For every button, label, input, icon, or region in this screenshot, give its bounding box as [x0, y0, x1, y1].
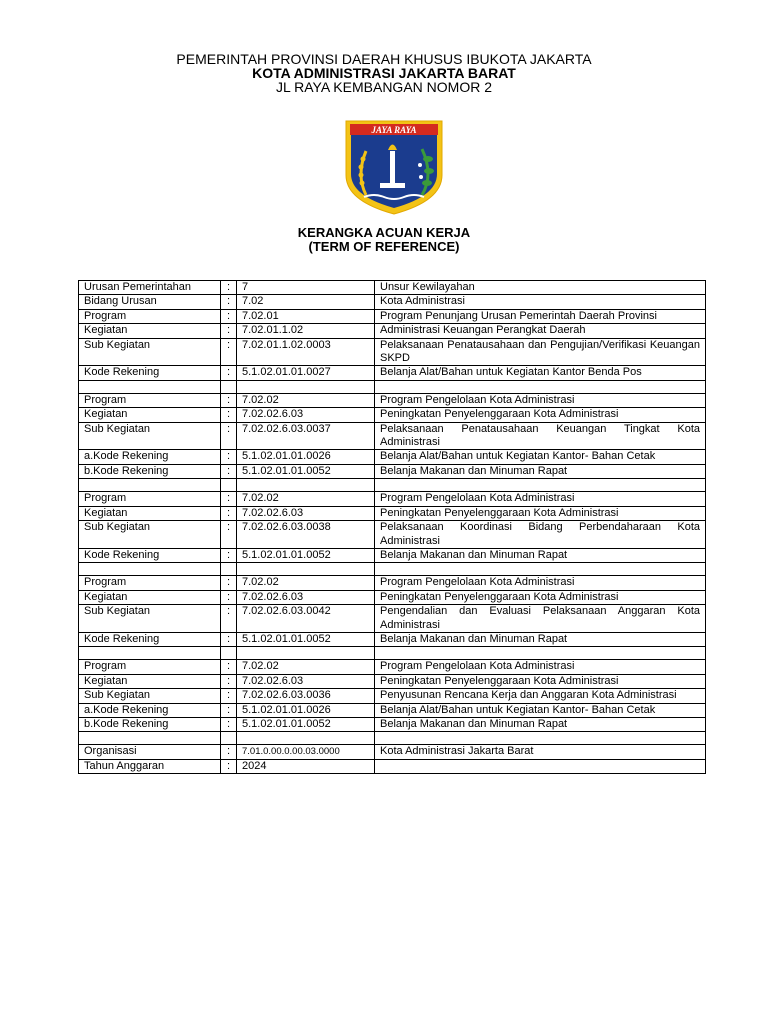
- row-colon: :: [221, 295, 237, 309]
- row-description: Belanja Makanan dan Minuman Rapat: [375, 717, 706, 731]
- row-code: [237, 647, 375, 660]
- table-row: [79, 703, 706, 717]
- row-label: Tahun Anggaran: [79, 759, 221, 773]
- row-code: 5.1.02.01.01.0026: [237, 703, 375, 717]
- row-colon: :: [221, 492, 237, 506]
- row-colon: :: [221, 338, 237, 366]
- row-label: Program: [79, 492, 221, 506]
- row-code: 5.1.02.01.01.0026: [237, 450, 375, 464]
- logo-banner-text: JAYA RAYA: [371, 125, 417, 135]
- header-address: JL RAYA KEMBANGAN NOMOR 2: [275, 79, 492, 95]
- row-description: Belanja Alat/Bahan untuk Kegiatan Kantor- Bahan Cetak: [375, 450, 706, 464]
- row-colon: :: [221, 309, 237, 323]
- row-label: Kegiatan: [79, 590, 221, 604]
- row-colon: [221, 563, 237, 576]
- row-code: 7.02: [237, 295, 375, 309]
- row-colon: :: [221, 450, 237, 464]
- row-colon: :: [221, 632, 237, 646]
- row-colon: :: [221, 703, 237, 717]
- table-row: [79, 281, 706, 295]
- table-row: [79, 717, 706, 731]
- row-description: Program Pengelolaan Kota Administrasi: [375, 393, 706, 407]
- row-label: [79, 479, 221, 492]
- row-colon: [221, 647, 237, 660]
- row-description: Belanja Alat/Bahan untuk Kegiatan Kantor- Bahan Cetak: [375, 703, 706, 717]
- row-colon: :: [221, 605, 237, 633]
- row-code: 5.1.02.01.01.0027: [237, 366, 375, 380]
- row-colon: :: [221, 464, 237, 478]
- row-description: [375, 732, 706, 745]
- table-spacer-row: [79, 647, 706, 660]
- table-row: [79, 408, 706, 422]
- row-description: Administrasi Keuangan Perangkat Daerah: [375, 324, 706, 338]
- table-spacer-row: [79, 563, 706, 576]
- row-colon: :: [221, 660, 237, 674]
- row-code: 7.02.02.6.03: [237, 590, 375, 604]
- row-colon: :: [221, 576, 237, 590]
- document-title: KERANGKA ACUAN KERJA: [297, 225, 471, 240]
- row-code: 7.02.02: [237, 393, 375, 407]
- term-of-reference-table: [78, 280, 706, 774]
- row-code: 7.02.02: [237, 576, 375, 590]
- header-government: PEMERINTAH PROVINSI DAERAH KHUSUS IBUKOTA JAKARTA: [176, 51, 592, 67]
- row-code: 5.1.02.01.01.0052: [237, 548, 375, 562]
- row-description: Unsur Kewilayahan: [375, 281, 706, 295]
- row-colon: :: [221, 408, 237, 422]
- row-description: Belanja Makanan dan Minuman Rapat: [375, 464, 706, 478]
- row-description: Program Penunjang Urusan Pemerintah Daerah Provinsi: [375, 309, 706, 323]
- row-label: Urusan Pemerintahan: [79, 281, 221, 295]
- row-label: Kegiatan: [79, 324, 221, 338]
- table-row: [79, 464, 706, 478]
- row-colon: :: [221, 717, 237, 731]
- row-label: a.Kode Rekening: [79, 450, 221, 464]
- row-label: Kegiatan: [79, 408, 221, 422]
- row-description: Program Pengelolaan Kota Administrasi: [375, 576, 706, 590]
- table-row: [79, 338, 706, 366]
- row-label: Kegiatan: [79, 506, 221, 520]
- row-label: [79, 732, 221, 745]
- row-label: [79, 563, 221, 576]
- row-code: [237, 380, 375, 393]
- row-description: Pelaksanaan Penatausahaan dan Pengujian/Verifikasi Keuangan SKPD: [375, 338, 706, 366]
- row-label: b.Kode Rekening: [79, 464, 221, 478]
- row-colon: :: [221, 281, 237, 295]
- table-row: [79, 450, 706, 464]
- row-description: Peningkatan Penyelenggaraan Kota Administrasi: [375, 590, 706, 604]
- row-code: [237, 479, 375, 492]
- row-description: [375, 479, 706, 492]
- table-row: [79, 590, 706, 604]
- row-description: Program Pengelolaan Kota Administrasi: [375, 492, 706, 506]
- table-spacer-row: [79, 732, 706, 745]
- row-label: Sub Kegiatan: [79, 521, 221, 549]
- row-description: Kota Administrasi: [375, 295, 706, 309]
- row-colon: :: [221, 674, 237, 688]
- row-description: Belanja Alat/Bahan untuk Kegiatan Kantor Benda Pos: [375, 366, 706, 380]
- row-description: Penyusunan Rencana Kerja dan Anggaran Kota Administrasi: [375, 689, 706, 703]
- row-colon: :: [221, 506, 237, 520]
- row-code: 7.02.01: [237, 309, 375, 323]
- table-row: [79, 295, 706, 309]
- row-description: Peningkatan Penyelenggaraan Kota Administrasi: [375, 506, 706, 520]
- jakarta-coat-of-arms-logo: [342, 119, 446, 215]
- row-description: Program Pengelolaan Kota Administrasi: [375, 660, 706, 674]
- row-colon: [221, 732, 237, 745]
- row-description: [375, 647, 706, 660]
- row-code: 7.02.01.1.02.0003: [237, 338, 375, 366]
- row-label: Sub Kegiatan: [79, 422, 221, 450]
- table-spacer-row: [79, 479, 706, 492]
- table-row: [79, 366, 706, 380]
- row-code: [237, 563, 375, 576]
- row-label: Sub Kegiatan: [79, 338, 221, 366]
- row-code: 7.02.02.6.03.0037: [237, 422, 375, 450]
- row-description: Peningkatan Penyelenggaraan Kota Administrasi: [375, 674, 706, 688]
- row-label: Kode Rekening: [79, 366, 221, 380]
- table-row: [79, 660, 706, 674]
- row-colon: :: [221, 422, 237, 450]
- row-code: 7.02.02.6.03.0036: [237, 689, 375, 703]
- row-label: Organisasi: [79, 745, 221, 759]
- row-label: Program: [79, 309, 221, 323]
- row-colon: :: [221, 393, 237, 407]
- row-label: Program: [79, 576, 221, 590]
- table-row: [79, 576, 706, 590]
- row-colon: :: [221, 745, 237, 759]
- row-colon: :: [221, 366, 237, 380]
- row-code: 7.02.02.6.03: [237, 506, 375, 520]
- table-row: [79, 689, 706, 703]
- row-label: Kegiatan: [79, 674, 221, 688]
- row-colon: :: [221, 324, 237, 338]
- row-code: 5.1.02.01.01.0052: [237, 717, 375, 731]
- table-row: [79, 759, 706, 773]
- row-label: Program: [79, 660, 221, 674]
- row-label: Program: [79, 393, 221, 407]
- header-city: KOTA ADMINISTRASI JAKARTA BARAT: [252, 65, 516, 81]
- row-label: Bidang Urusan: [79, 295, 221, 309]
- table-row: [79, 745, 706, 759]
- row-code: 7.02.02: [237, 492, 375, 506]
- row-code: 5.1.02.01.01.0052: [237, 464, 375, 478]
- row-code: 5.1.02.01.01.0052: [237, 632, 375, 646]
- row-colon: :: [221, 759, 237, 773]
- row-code: 7: [237, 281, 375, 295]
- row-description: Pelaksanaan Penatausahaan Keuangan Tingkat Kota Administrasi: [375, 422, 706, 450]
- row-label: b.Kode Rekening: [79, 717, 221, 731]
- row-description: Belanja Makanan dan Minuman Rapat: [375, 548, 706, 562]
- row-description: [375, 759, 706, 773]
- row-code: 7.02.02: [237, 660, 375, 674]
- row-colon: [221, 380, 237, 393]
- row-code: 2024: [237, 759, 375, 773]
- row-colon: :: [221, 590, 237, 604]
- row-description: Belanja Makanan dan Minuman Rapat: [375, 632, 706, 646]
- table-row: [79, 492, 706, 506]
- table-spacer-row: [79, 380, 706, 393]
- row-label: [79, 380, 221, 393]
- table-row: [79, 521, 706, 549]
- row-description: [375, 563, 706, 576]
- table-row: [79, 422, 706, 450]
- row-code: 7.02.02.6.03: [237, 408, 375, 422]
- row-colon: :: [221, 548, 237, 562]
- row-description: Pelaksanaan Koordinasi Bidang Perbendaharaan Kota Administrasi: [375, 521, 706, 549]
- row-label: Sub Kegiatan: [79, 605, 221, 633]
- table-row: [79, 548, 706, 562]
- table-row: [79, 674, 706, 688]
- row-code: [237, 732, 375, 745]
- row-label: a.Kode Rekening: [79, 703, 221, 717]
- row-label: Sub Kegiatan: [79, 689, 221, 703]
- row-code: 7.01.0.00.0.00.03.0000: [237, 745, 375, 759]
- table-row: [79, 632, 706, 646]
- row-label: [79, 647, 221, 660]
- row-code: 7.02.01.1.02: [237, 324, 375, 338]
- row-description: Pengendalian dan Evaluasi Pelaksanaan Anggaran Kota Administrasi: [375, 605, 706, 633]
- table-row: [79, 506, 706, 520]
- row-colon: :: [221, 689, 237, 703]
- row-colon: :: [221, 521, 237, 549]
- row-description: [375, 380, 706, 393]
- table-row: [79, 605, 706, 633]
- row-description: Peningkatan Penyelenggaraan Kota Administrasi: [375, 408, 706, 422]
- table-row: [79, 324, 706, 338]
- row-colon: [221, 479, 237, 492]
- table-row: [79, 309, 706, 323]
- row-label: Kode Rekening: [79, 632, 221, 646]
- row-code: 7.02.02.6.03: [237, 674, 375, 688]
- document-subtitle: (TERM OF REFERENCE): [308, 239, 460, 254]
- row-code: 7.02.02.6.03.0042: [237, 605, 375, 633]
- row-label: Kode Rekening: [79, 548, 221, 562]
- row-code: 7.02.02.6.03.0038: [237, 521, 375, 549]
- row-description: Kota Administrasi Jakarta Barat: [375, 745, 706, 759]
- table-row: [79, 393, 706, 407]
